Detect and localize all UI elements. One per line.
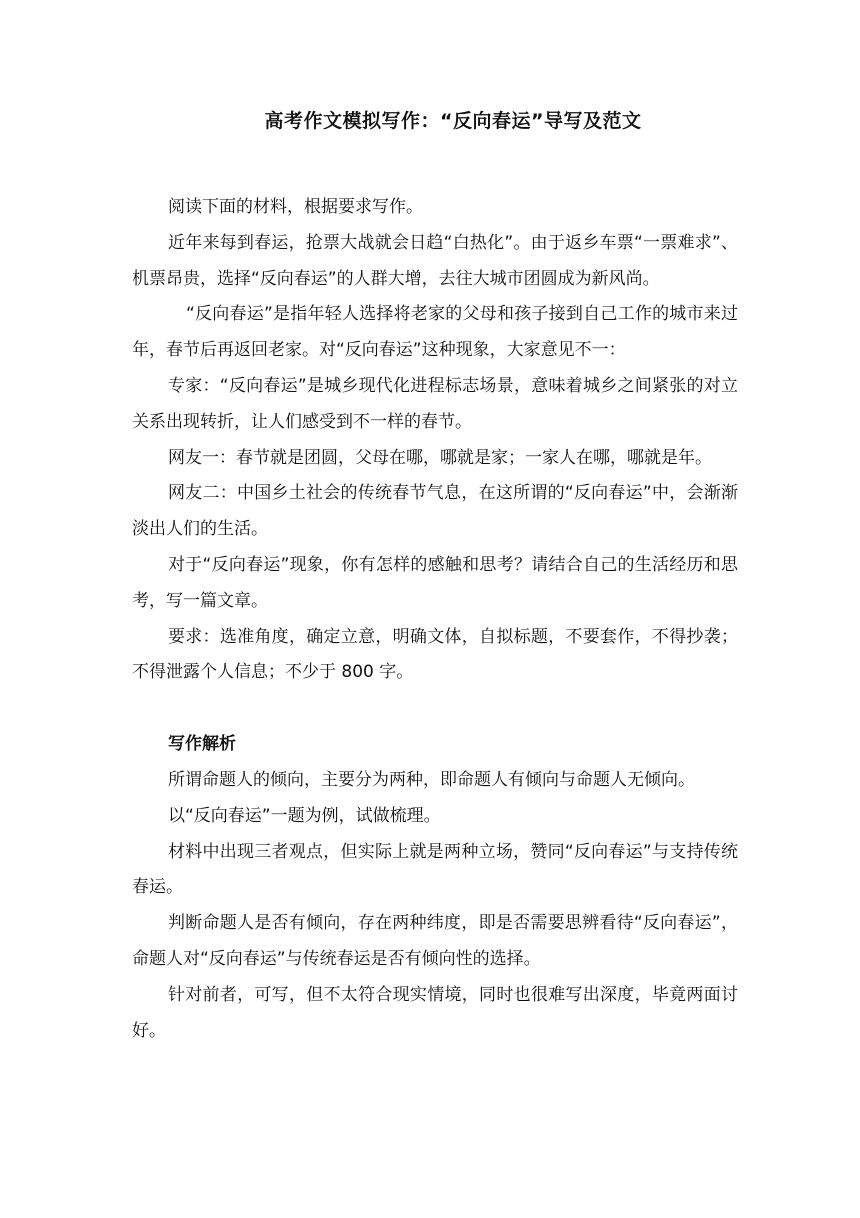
document-body bbox=[132, 190, 738, 1049]
expert-opinion: 专家：“反向春运”是城乡现代化进程标志场景，意味着城乡之间紧张的对立关系出现转折，让人们感受到不一样的春节。 bbox=[132, 375, 738, 432]
analysis-paragraph: 判断命题人是否有倾向，存在两种纬度，即是否需要思辨看待“反向春运”，命题人对“反向春运”与传统春运是否有倾向性的选择。 bbox=[132, 913, 738, 969]
writing-task: 对于“反向春运”现象，你有怎样的感触和思考？请结合自己的生活经历和思考，写一篇文章。 bbox=[132, 554, 738, 611]
requirements: 要求：选准角度，确定立意，明确文体，自拟标题，不要套作，不得抄袭；不得泄露个人信息；不少于 800 字。 bbox=[132, 626, 738, 683]
analysis-paragraph: 所谓命题人的倾向，主要分为两种，即命题人有倾向与命题人无倾向。 bbox=[168, 769, 695, 790]
material-paragraph: 近年来每到春运，抢票大战就会日趋“白热化”。由于返乡车票“一票难求”、机票昂贵，选择“反向春运”的人群大增，去往大城市团圆成为新风尚。 bbox=[132, 232, 738, 289]
material-paragraph: “反向春运”是指年轻人选择将老家的父母和孩子接到自己工作的城市来过年，春节后再返回老家。对“反向春运”这种现象，大家意见不一： bbox=[132, 304, 738, 361]
document-title: 高考作文模拟写作：“反向春运”导写及范文 bbox=[264, 110, 642, 132]
analysis-paragraph: 以“反向春运”一题为例，试做梳理。 bbox=[168, 805, 441, 826]
section-heading: 写作解析 bbox=[168, 734, 236, 755]
section-spacer bbox=[132, 691, 738, 727]
prompt-instruction: 阅读下面的材料，根据要求写作。 bbox=[168, 197, 423, 217]
analysis-paragraph: 针对前者，可写，但不太符合现实情境，同时也很难写出深度，毕竟两面讨好。 bbox=[132, 984, 738, 1041]
netizen-two-opinion: 网友二：中国乡土社会的传统春节气息，在这所谓的“反向春运”中，会渐渐淡出人们的生活。 bbox=[132, 483, 738, 540]
netizen-one-opinion: 网友一：春节就是团圆，父母在哪，哪就是家；一家人在哪，哪就是年。 bbox=[168, 447, 712, 468]
analysis-paragraph: 材料中出现三者观点，但实际上就是两种立场，赞同“反向春运”与支持传统春运。 bbox=[132, 841, 738, 898]
